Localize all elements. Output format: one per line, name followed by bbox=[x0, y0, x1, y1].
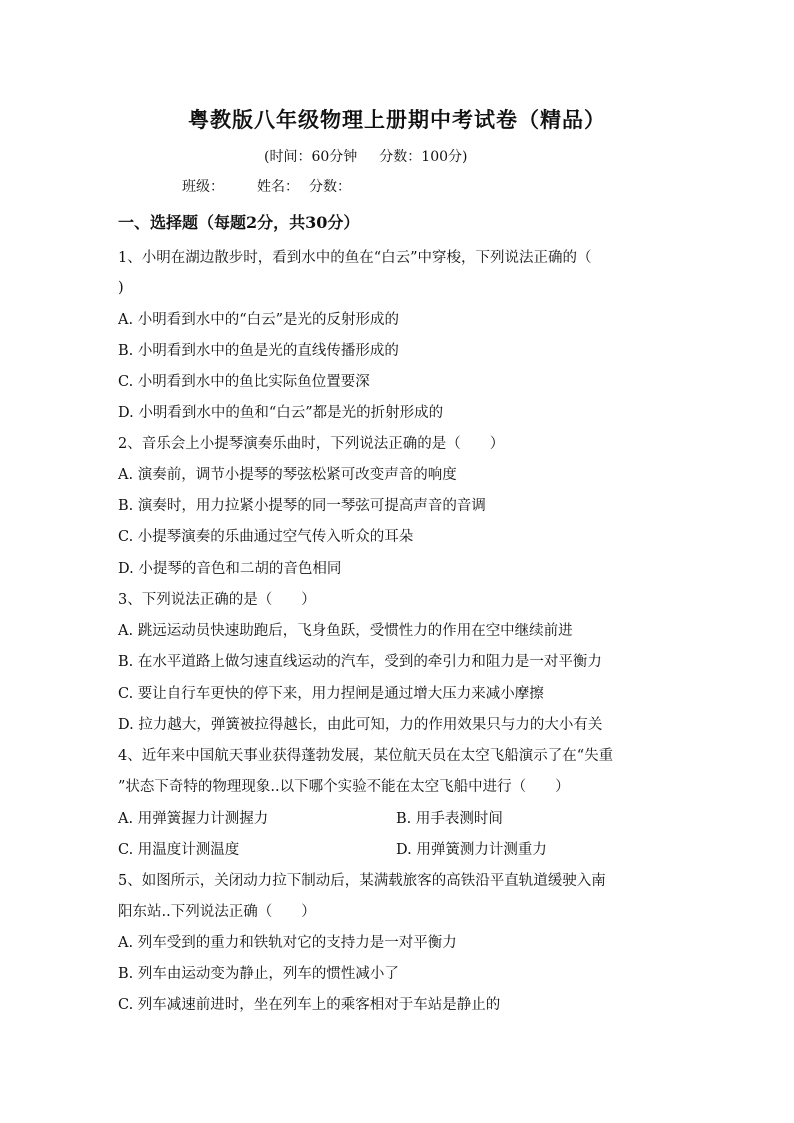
exam-time-score bbox=[264, 146, 467, 166]
score-field-label: 分数： bbox=[309, 179, 351, 195]
question-3-option-c: C. 要让自行车更快的停下来，用力捏闸是通过增大压力来减小摩擦 bbox=[118, 686, 544, 702]
student-info-row bbox=[182, 176, 351, 196]
question-4-option-a: A. 用弹簧握力计测握力 bbox=[118, 811, 269, 827]
question-4-option-b: B. 用手表测时间 bbox=[396, 811, 503, 827]
exam-title: 粤教版八年级物理上册期中考试卷（精品） bbox=[188, 107, 606, 132]
question-5-stem-cont: 阳东站..下列说法正确（ ） bbox=[118, 904, 316, 920]
question-3-stem: 3、下列说法正确的是（ ） bbox=[118, 592, 316, 608]
question-1-stem-cont: ) bbox=[118, 280, 124, 296]
section-heading: 一、选择题（每题2分，共30分） bbox=[118, 213, 360, 232]
question-5-option-c: C. 列车减速前进时，坐在列车上的乘客相对于车站是静止的 bbox=[118, 997, 501, 1013]
question-1-option-c: C. 小明看到水中的鱼比实际鱼位置要深 bbox=[118, 374, 370, 390]
question-1-option-d: D. 小明看到水中的鱼和“白云”都是光的折射形成的 bbox=[118, 405, 444, 421]
question-4-stem-cont: ”状态下奇特的物理现象..以下哪个实验不能在太空飞船中进行（ ） bbox=[118, 779, 570, 795]
question-2-stem: 2、音乐会上小提琴演奏乐曲时，下列说法正确的是（ ） bbox=[118, 436, 505, 452]
question-1-stem: 1、小明在湖边散步时，看到水中的鱼在“白云”中穿梭，下列说法正确的（ bbox=[118, 250, 592, 266]
question-2-option-c: C. 小提琴演奏的乐曲通过空气传入听众的耳朵 bbox=[118, 529, 414, 545]
question-5-stem: 5、如图所示，关闭动力拉下制动后，某满载旅客的高铁沿平直轨道缓驶入南 bbox=[118, 873, 606, 889]
question-4-stem: 4、近年来中国航天事业获得蓬勃发展，某位航天员在太空飞船演示了在“失重 bbox=[118, 748, 614, 764]
question-3-option-b: B. 在水平道路上做匀速直线运动的汽车，受到的牵引力和阻力是一对平衡力 bbox=[118, 654, 602, 670]
question-2-option-a: A. 演奏前，调节小提琴的琴弦松紧可改变声音的响度 bbox=[118, 467, 457, 483]
question-1-option-b: B. 小明看到水中的鱼是光的直线传播形成的 bbox=[118, 343, 399, 359]
time-label: (时间：60分钟 bbox=[264, 149, 358, 165]
question-5-option-a: A. 列车受到的重力和铁轨对它的支持力是一对平衡力 bbox=[118, 935, 457, 951]
class-label: 班级： bbox=[182, 179, 224, 195]
question-2-option-b: B. 演奏时，用力拉紧小提琴的同一琴弦可提高声音的音调 bbox=[118, 498, 486, 514]
score-label: 分数：100分) bbox=[379, 149, 468, 165]
name-label: 姓名： bbox=[257, 179, 299, 195]
question-1-option-a: A. 小明看到水中的“白云”是光的反射形成的 bbox=[118, 312, 400, 328]
question-3-option-d: D. 拉力越大，弹簧被拉得越长，由此可知，力的作用效果只与力的大小有关 bbox=[118, 717, 603, 733]
question-3-option-a: A. 跳远运动员快速助跑后，飞身鱼跃，受惯性力的作用在空中继续前进 bbox=[118, 623, 573, 639]
question-2-option-d: D. 小提琴的音色和二胡的音色相同 bbox=[118, 561, 342, 577]
question-4-option-c: C. 用温度计测温度 bbox=[118, 842, 240, 858]
question-4-option-d: D. 用弹簧测力计测重力 bbox=[396, 842, 547, 858]
question-5-option-b: B. 列车由运动变为静止，列车的惯性减小了 bbox=[118, 966, 399, 982]
